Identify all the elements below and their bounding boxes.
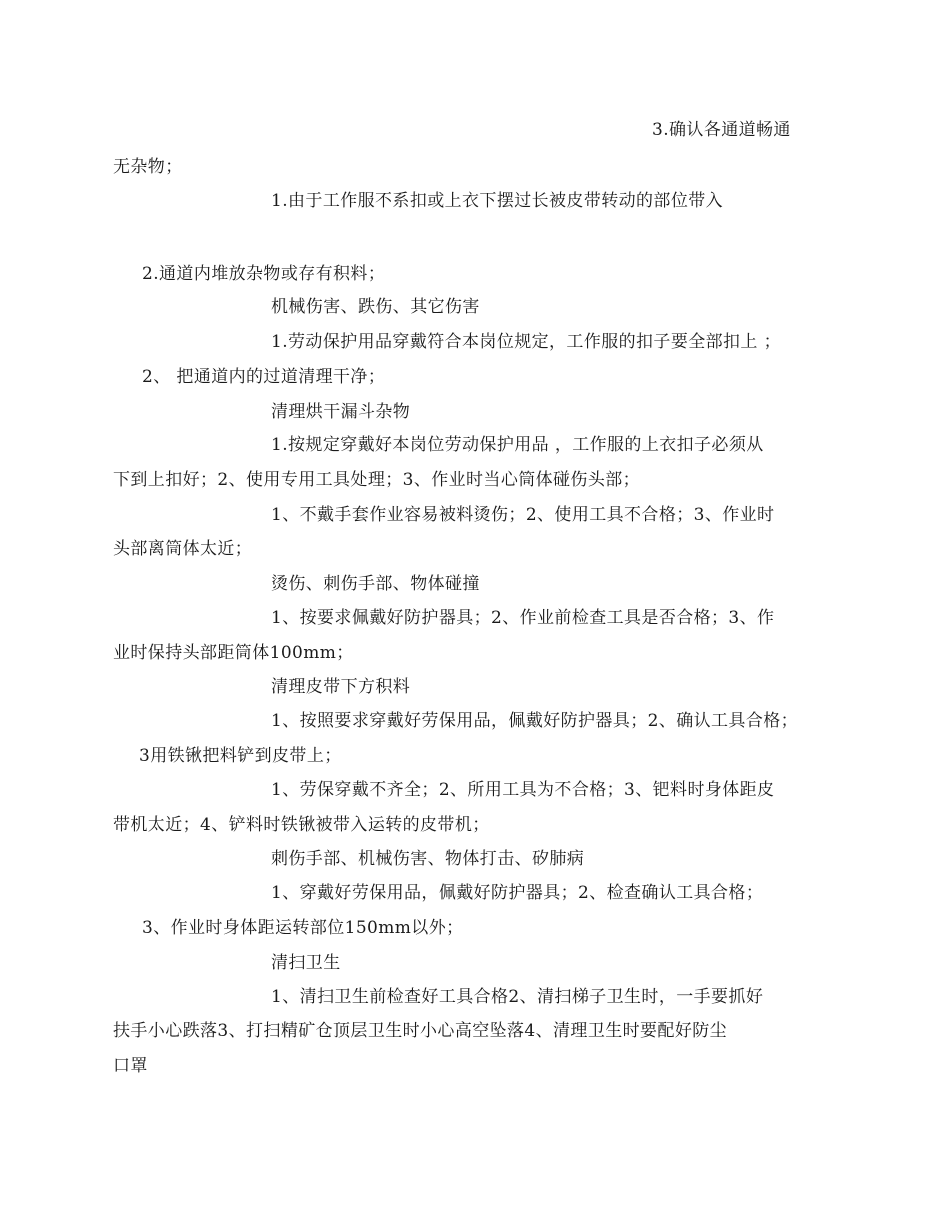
text-line: 带机太近；4、铲料时铁锹被带入运转的皮带机； [113, 815, 490, 835]
text-line: 下到上扣好；2、使用专用工具处理；3、作业时当心筒体碰伤头部； [113, 470, 641, 490]
text-line: 2、 把通道内的过道清理干净； [142, 367, 386, 387]
text-line: 清扫卫生 [271, 953, 341, 973]
text-line: 无杂物； [113, 157, 183, 177]
text-line: 1.劳动保护用品穿戴符合本岗位规定，工作服的扣子要全部扣上 ； [271, 332, 782, 352]
text-line: 1、劳保穿戴不齐全；2、所用工具为不合格；3、钯料时身体距皮 [271, 780, 775, 800]
text-line: 机械伤害、跌伤、其它伤害 [271, 297, 480, 317]
text-line: 3、作业时身体距运转部位150mm以外； [142, 918, 464, 938]
text-line: 1.按规定穿戴好本岗位劳动保护用品 ，工作服的上衣扣子必须从 [271, 435, 764, 455]
text-line: 清理烘干漏斗杂物 [271, 402, 411, 422]
text-line: 3用铁锹把料铲到皮带上； [139, 746, 342, 766]
text-line: 2.通道内堆放杂物或存有积料； [142, 264, 386, 284]
text-line: 1、按要求佩戴好防护器具；2、作业前检查工具是否合格；3、作 [271, 608, 775, 628]
text-line: 扶手小心跌落3、打扫精矿仓顶层卫生时小心高空坠落4、清理卫生时要配好防尘 [113, 1021, 728, 1041]
text-line: 头部离筒体太近； [113, 539, 253, 559]
text-line: 口罩 [113, 1056, 148, 1076]
text-line: 业时保持头部距筒体100mm； [113, 643, 354, 663]
text-line: 清理皮带下方积料 [271, 677, 411, 697]
text-line: 烫伤、刺伤手部、物体碰撞 [271, 574, 480, 594]
text-line: 刺伤手部、机械伤害、物体打击、矽肺病 [271, 849, 585, 869]
text-line: 1、不戴手套作业容易被料烫伤；2、使用工具不合格；3、作业时 [271, 505, 775, 525]
text-line: 1.由于工作服不系扣或上衣下摆过长被皮带转动的部位带入 [271, 191, 724, 211]
text-line: 3.确认各通道畅通 [652, 120, 791, 140]
text-line: 1、穿戴好劳保用品，佩戴好防护器具；2、检查确认工具合格； [271, 883, 764, 903]
text-line: 1、按照要求穿戴好劳保用品，佩戴好防护器具；2、确认工具合格； [271, 711, 799, 731]
text-line: 1、清扫卫生前检查好工具合格2、清扫梯子卫生时，一手要抓好 [271, 987, 764, 1007]
